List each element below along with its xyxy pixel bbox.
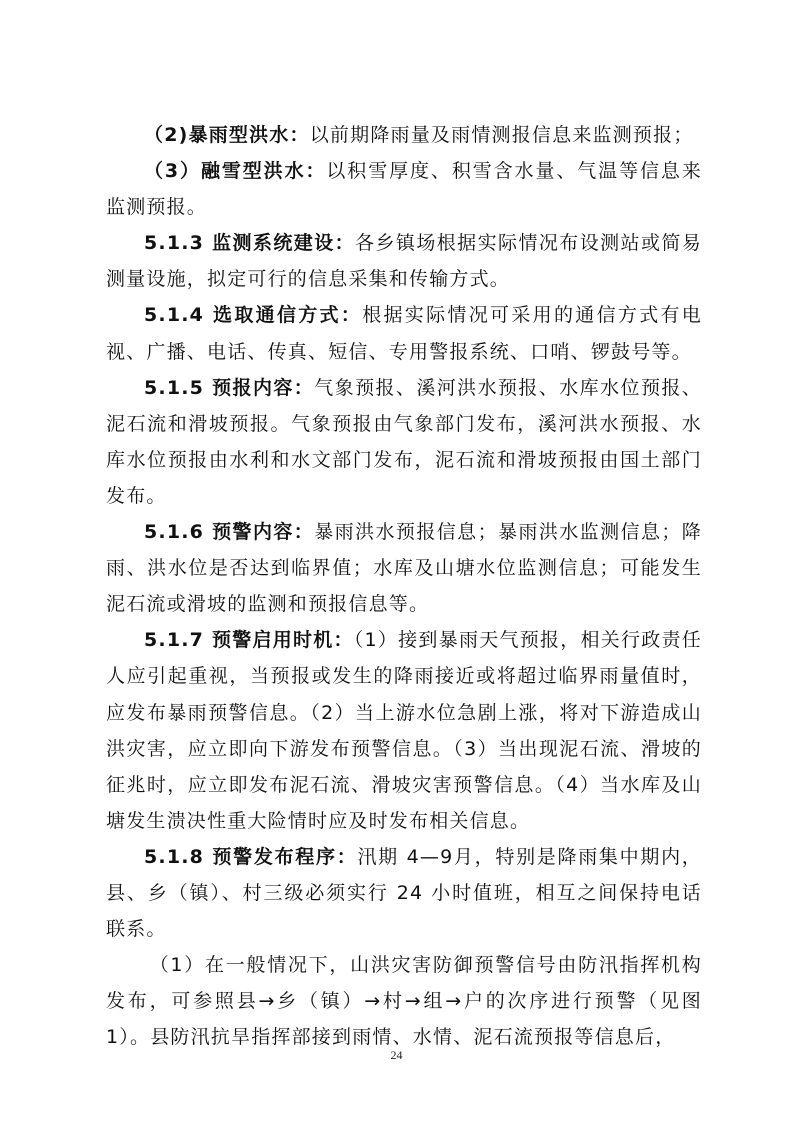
paragraph-label: 5.1.6 预警内容： — [144, 521, 315, 544]
paragraph-text: 各乡镇场根据实际情况布设测站或简易测量设施，拟定可行的信息采集和传输方式。 — [106, 232, 702, 291]
paragraph-5-1-5 — [106, 370, 702, 514]
paragraph-rainstorm-flood — [106, 117, 702, 153]
paragraph-text: （1）接到暴雨天气预报，相关行政责任人应引起重视，当预报或发生的降雨接近或将超过临界雨量值时，应发布暴雨预警信息。（2）当上游水位急剧上涨，将对下游造成山洪灾害，应立即向下游发布预警信息。（3）当出现泥石流、滑坡的征兆时，应立即发布泥石流、滑坡灾害预警信息。（4）当水库及山塘发生溃决性重大险情时应及时发布相关信息。 — [106, 629, 702, 832]
paragraph-5-1-3 — [106, 225, 702, 297]
page-number: 24 — [390, 1048, 403, 1062]
paragraph-text: 以前期降雨量及雨情测报信息来监测预报； — [309, 124, 694, 146]
paragraph-snowmelt-flood — [106, 153, 702, 225]
paragraph-text: 暴雨洪水预报信息；暴雨洪水监测信息；降雨、洪水位是否达到临界值；水库及山塘水位监测信息；可能发生泥石流或滑坡的监测和预报信息等。 — [106, 521, 702, 616]
paragraph-text: 根据实际情况可采用的通信方式有电视、广播、电话、传真、短信、专用警报系统、口哨、锣鼓号等。 — [106, 304, 703, 363]
paragraph-5-1-7 — [106, 622, 702, 839]
paragraph-text: （1）在一般情况下，山洪灾害防御预警信号由防汛指挥机构发布，可参照县→乡（镇）→村→组→户的次序进行预警（见图1）。县防汛抗旱指挥部接到雨情、水情、泥石流预报等信息后， — [106, 954, 702, 1049]
paragraph-text: 以积雪厚度、积雪含水量、气温等信息来监测预报。 — [106, 160, 702, 219]
paragraph-label: （3）融雪型洪水： — [144, 160, 327, 183]
paragraph-label: 5.1.4 选取通信方式： — [144, 304, 363, 327]
paragraph-text: 汛期 4—9月，特别是降雨集中期内，县、乡（镇）、村三级必须实行 24 小时值班，相互之间保持电话联系。 — [106, 845, 702, 941]
paragraph-5-1-8 — [106, 839, 702, 947]
paragraph-label: 5.1.5 预报内容： — [144, 376, 315, 399]
paragraph-label: 5.1.7 预警启用时机： — [144, 629, 354, 652]
paragraph-text: 气象预报、溪河洪水预报、水库水位预报、泥石流和滑坡预报。气象预报由气象部门发布，溪河洪水预报、水库水位预报由水利和水文部门发布，泥石流和滑坡预报由国土部门发布。 — [106, 376, 702, 507]
paragraph-5-1-6 — [106, 514, 702, 622]
paragraph-label: （2)暴雨型洪水： — [144, 124, 310, 146]
paragraph-warning-procedure-1 — [106, 947, 702, 1055]
paragraph-label: 5.1.3 监测系统建设： — [144, 232, 356, 255]
document-body — [106, 117, 702, 1055]
paragraph-5-1-4 — [106, 297, 702, 369]
paragraph-label: 5.1.8 预警发布程序： — [144, 845, 358, 868]
